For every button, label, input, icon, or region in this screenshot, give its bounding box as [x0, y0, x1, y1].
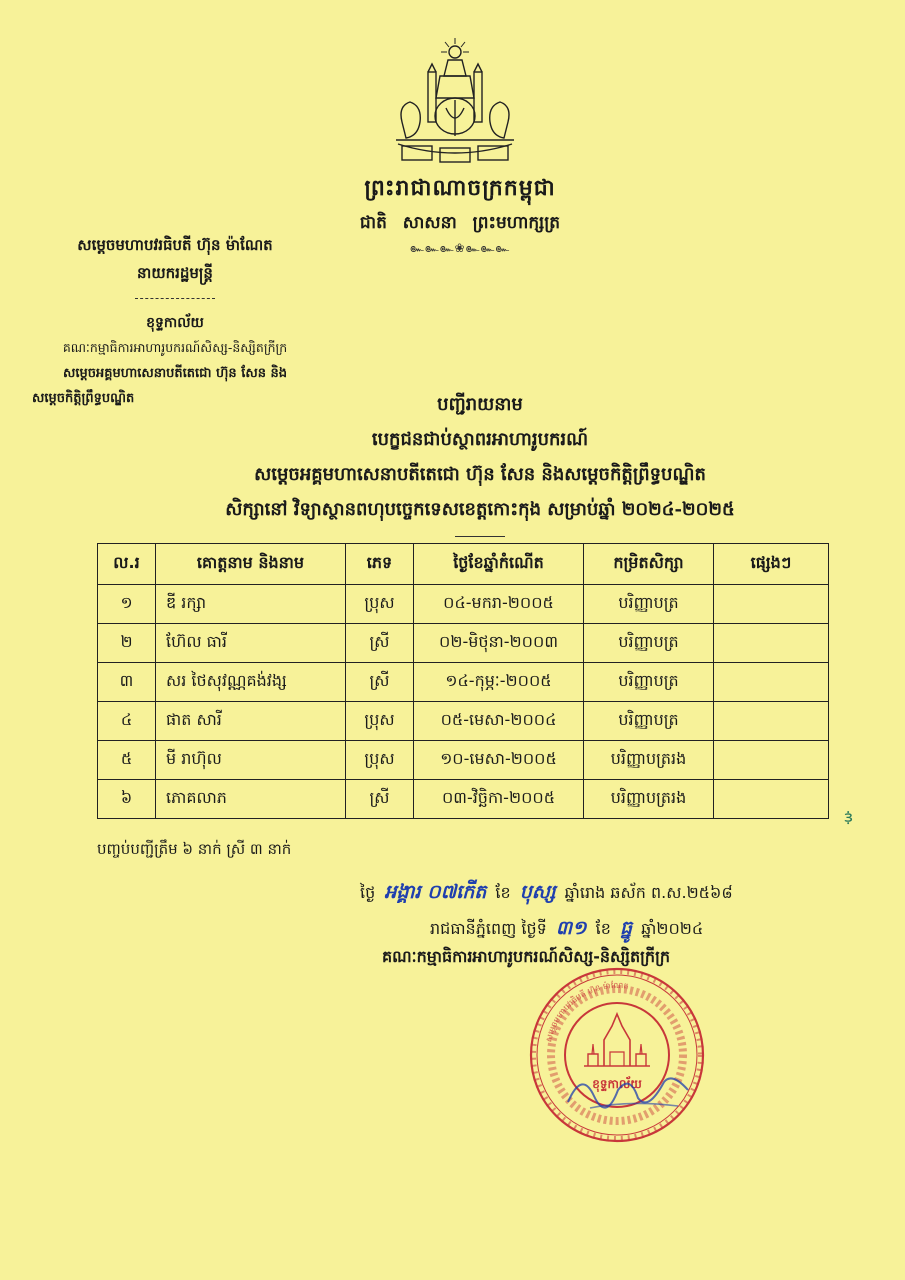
cell-dob: ០៥-មេសា-២០០៤: [414, 702, 584, 741]
list-summary: បញ្ចប់បញ្ជីត្រឹម ៦ នាក់ ស្រី ៣ នាក់: [97, 840, 292, 858]
cell-level: បរិញ្ញាបត្រ: [584, 702, 714, 741]
lunar-date-prefix: ថ្ងៃ: [360, 883, 376, 902]
cell-sex: ប្រុស: [346, 702, 414, 741]
cell-other: [714, 741, 829, 780]
header-sex: ភេទ: [346, 544, 414, 585]
kingdom-title: ព្រះរាជាណាចក្រកម្ពុជា: [364, 175, 556, 201]
cell-no: ៥: [98, 741, 156, 780]
issuer-header: [30, 236, 320, 409]
cell-other: [714, 585, 829, 624]
solar-year: ឆ្នាំ២០២៤: [641, 919, 704, 938]
lunar-month-label: ខែ: [495, 883, 511, 902]
seal-center-text: ខុទ្ទកាល័យ: [592, 1077, 642, 1091]
lunar-month-handwritten: បុស្ស: [519, 881, 556, 903]
cell-sex: ប្រុស: [346, 741, 414, 780]
table-header-row: [98, 544, 829, 585]
cell-name: សរ ថៃសុវណ្ណគង់វង្ស: [156, 663, 346, 702]
kingdom-header: [330, 174, 590, 258]
title-line-1: បញ្ជីរាយនាម: [437, 394, 523, 415]
table-row: [98, 741, 829, 780]
candidate-table: [97, 543, 829, 819]
title-line-3: សម្តេចអគ្គមហាសេនាបតីតេជោ ហ៊ុន សែន និងសម្តេចកិត្តិព្រឹទ្ធបណ្ឌិត: [254, 464, 706, 485]
cell-dob: ០៤-មករា-២០០៥: [414, 585, 584, 624]
title-line-2: បេក្ខជនជាប់ស្ថាពរអាហារូបករណ៍: [371, 429, 589, 450]
cell-name: ហ៊ែល ធារី: [156, 624, 346, 663]
cell-level: បរិញ្ញាបត្រ: [584, 624, 714, 663]
cell-dob: ០៣-វិច្ឆិកា-២០០៥: [414, 780, 584, 819]
header-no: ល.រ: [98, 544, 156, 585]
table-row: [98, 624, 829, 663]
cell-level: បរិញ្ញាបត្ររង: [584, 780, 714, 819]
signature-icon: [560, 1060, 700, 1120]
lunar-date-line: [360, 880, 733, 908]
solar-month-handwritten: ធ្នូ: [619, 917, 633, 939]
cell-sex: ស្រី: [346, 624, 414, 663]
prime-minister-name: សម្តេចមហាបវរធិបតី ហ៊ុន ម៉ាណែត: [77, 236, 273, 254]
cell-sex: ស្រី: [346, 663, 414, 702]
cell-level: បរិញ្ញាបត្រ: [584, 663, 714, 702]
title-line-4: សិក្សានៅ វិទ្យាស្ថានពហុបច្ចេកទេសខេត្តកោះកុង សម្រាប់ឆ្នាំ ២០២៤-២០២៥: [225, 499, 735, 520]
scholarship-patron-2: សម្តេចកិត្តិព្រឹទ្ធបណ្ឌិត: [32, 391, 135, 406]
cell-name: មី រាហ៊ុល: [156, 741, 346, 780]
cell-other: [714, 663, 829, 702]
cell-name: ឌី រក្សា: [156, 585, 346, 624]
divider: [135, 298, 215, 299]
title-divider: [455, 536, 505, 537]
signing-committee: គណៈកម្មាធិការអាហារូបករណ៍សិស្ស-និស្សិតក្រីក្រ: [382, 947, 671, 966]
cell-dob: ១០-មេសា-២០០៥: [414, 741, 584, 780]
cell-level: បរិញ្ញាបត្ររង: [584, 741, 714, 780]
cell-sex: ប្រុស: [346, 585, 414, 624]
cell-dob: ១៤-កុម្ភៈ-២០០៥: [414, 663, 584, 702]
cabinet-label: ខុទ្ទកាល័យ: [146, 315, 204, 331]
cell-no: ២: [98, 624, 156, 663]
cell-other: [714, 780, 829, 819]
table-row: [98, 663, 829, 702]
cell-level: បរិញ្ញាបត្រ: [584, 585, 714, 624]
header-dob: ថ្ងៃខែឆ្នាំកំណើត: [414, 544, 584, 585]
solar-month-label: ខែ: [595, 919, 611, 938]
header-level: កម្រិតសិក្សា: [584, 544, 714, 585]
table-row: [98, 702, 829, 741]
solar-date-line: [430, 916, 703, 944]
seal-ring-text: សម្តេចមហាបវរធិបតី ហ៊ុន ម៉ាណែត: [544, 980, 630, 1043]
committee-label: គណៈកម្មាធិការអាហារូបករណ៍សិស្ស-និស្សិតក្រីក្រ: [62, 340, 288, 355]
solar-day-handwritten: ៣១: [555, 917, 587, 939]
cell-name: ផាត សារី: [156, 702, 346, 741]
table-row: [98, 780, 829, 819]
national-motto: ជាតិ សាសនា ព្រះមហាក្សត្រ: [359, 213, 561, 233]
header-name: គោត្តនាម និងនាម: [156, 544, 346, 585]
cell-name: ភោគលាភ: [156, 780, 346, 819]
cell-dob: ០២-មិថុនា-២០០៣: [414, 624, 584, 663]
lunar-year: ឆ្នាំរោង ឆស័ក ព.ស.២៥៦៨: [564, 883, 733, 902]
cell-no: ១: [98, 585, 156, 624]
ornament-divider: ๛๛๛❀๛๛๛: [409, 241, 511, 255]
lunar-day-handwritten: អង្គារ ០៧កើត: [384, 881, 487, 903]
document-title: [150, 392, 810, 537]
header-other: ផ្សេងៗ: [714, 544, 829, 585]
solar-date-prefix: រាជធានីភ្នំពេញ ថ្ងៃទី: [430, 919, 547, 938]
royal-emblem-icon: [388, 36, 522, 170]
cell-other: [714, 624, 829, 663]
cell-sex: ស្រី: [346, 780, 414, 819]
scholarship-patron-1: សម្តេចអគ្គមហាសេនាបតីតេជោ ហ៊ុន សែន និង: [62, 366, 287, 381]
initial-mark: ꛌ: [844, 808, 853, 829]
cell-no: ៣: [98, 663, 156, 702]
cell-other: [714, 702, 829, 741]
prime-minister-title: នាយករដ្ឋមន្ត្រី: [137, 264, 213, 282]
cell-no: ៤: [98, 702, 156, 741]
table-row: [98, 585, 829, 624]
cell-no: ៦: [98, 780, 156, 819]
